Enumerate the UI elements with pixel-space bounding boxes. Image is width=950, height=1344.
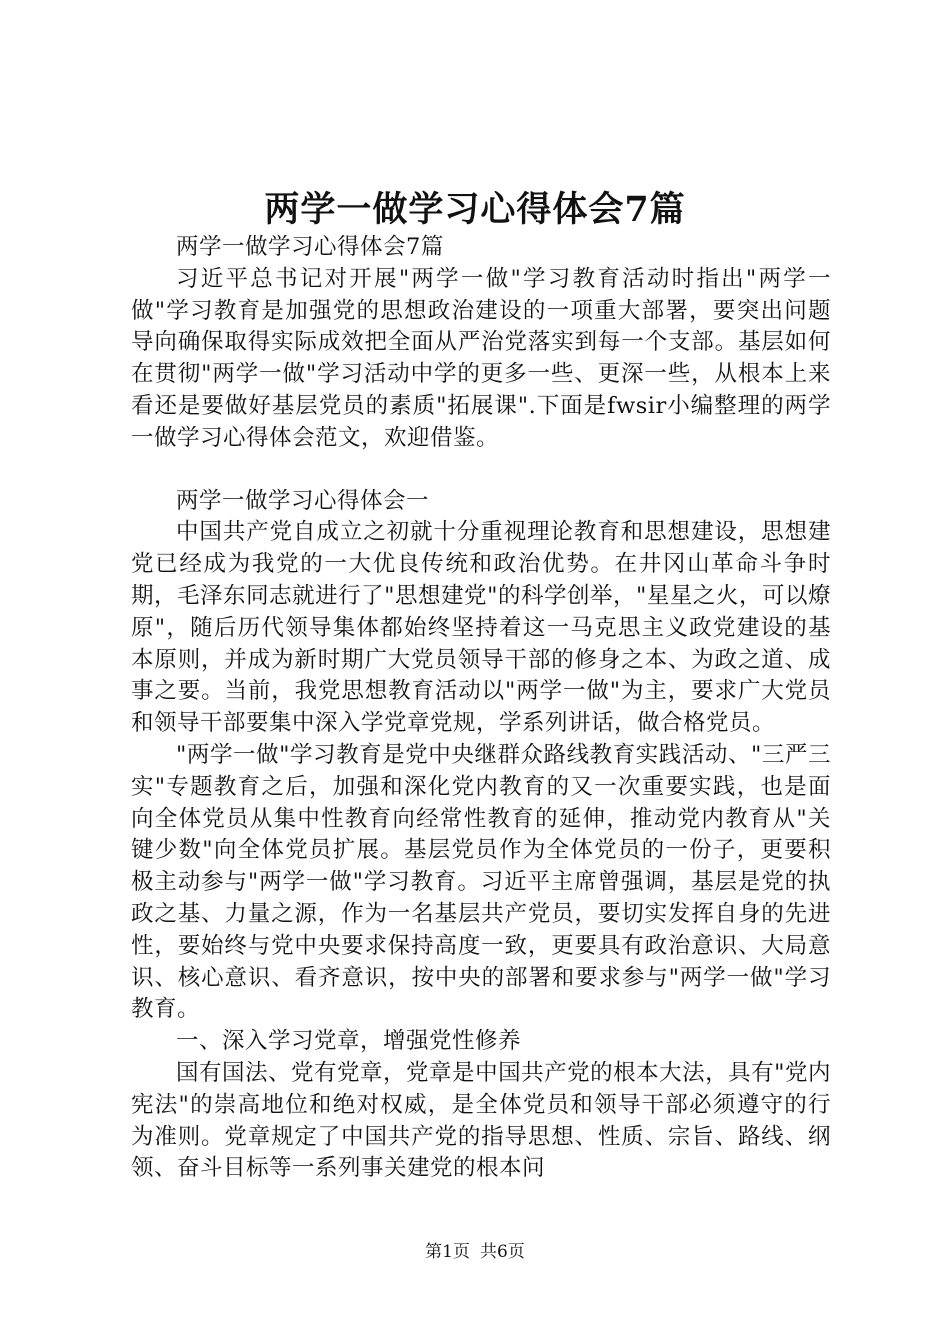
paragraph-body: 中国共产党自成立之初就十分重视理论教育和思想建设，思想建党已经成为我党的一大优良传统和政治优势。在井冈山革命斗争时期，毛泽东同志就进行了"思想建党"的科学创举，"星星之火，可以燎原"，随后历代领导集体都始终坚持着这一马克思主义政党建设的基本原则，并成为新时期广大党员领导干部的修身之本、为政之道、成事之要。当前，我党思想教育活动以"两学一做"为主，要求广大党员和领导干部要集中深入学党章党规，学系列讲话，做合格党员。 <box>131 519 831 737</box>
page-number: 第1页 <box>425 1242 470 1262</box>
document-title: 两学一做学习心得体会7篇 <box>264 189 686 230</box>
paragraph-body: "两学一做"学习教育是党中央继群众路线教育实践活动、"三严三实"专题教育之后，加强和深化党内教育的又一次重要实践，也是面向全体党员从集中性教育向经常性教育的延伸，推动党内教育从"关键少数"向全体党员扩展。基层党员作为全体党员的一份子，更要积极主动参与"两学一做"学习教育。习近平主席曾强调，基层是党的执政之基、力量之源，作为一名基层共产党员，要切实发挥自身的先进性，要始终与党中央要求保持高度一致，更要具有政治意识、大局意识、核心意识、看齐意识，按中央的部署和要求参与"两学一做"学习教育。 <box>131 741 831 1023</box>
paragraph-subtitle: 两学一做学习心得体会7篇 <box>176 234 444 260</box>
page-footer <box>0 1240 950 1264</box>
paragraph-intro: 习近平总书记对开展"两学一做"学习教育活动时指出"两学一做"学习教育是加强党的思想政治建设的一项重大部署，要突出问题导向确保取得实际成效把全面从严治党落实到每一个支部。基层如何在贯彻"两学一做"学习活动中学的更多一些、更深一些，从根本上来看还是要做好基层党员的素质"拓展课".下面是fwsir小编整理的两学一做学习心得体会范文，欢迎借鉴。 <box>131 265 831 451</box>
page-total: 共6页 <box>480 1242 525 1262</box>
paragraph-body: 国有国法、党有党章，党章是中国共产党的根本大法，具有"党内宪法"的崇高地位和绝对权威，是全体党员和领导干部必须遵守的行为准则。党章规定了中国共产党的指导思想、性质、宗旨、路线、纲领、奋斗目标等一系列事关建党的根本问 <box>131 1059 831 1182</box>
document-body <box>131 232 831 1185</box>
section-heading-one: 两学一做学习心得体会一 <box>176 487 430 514</box>
subsection-heading: 一、深入学习党章，增强党性修养 <box>176 1028 522 1055</box>
